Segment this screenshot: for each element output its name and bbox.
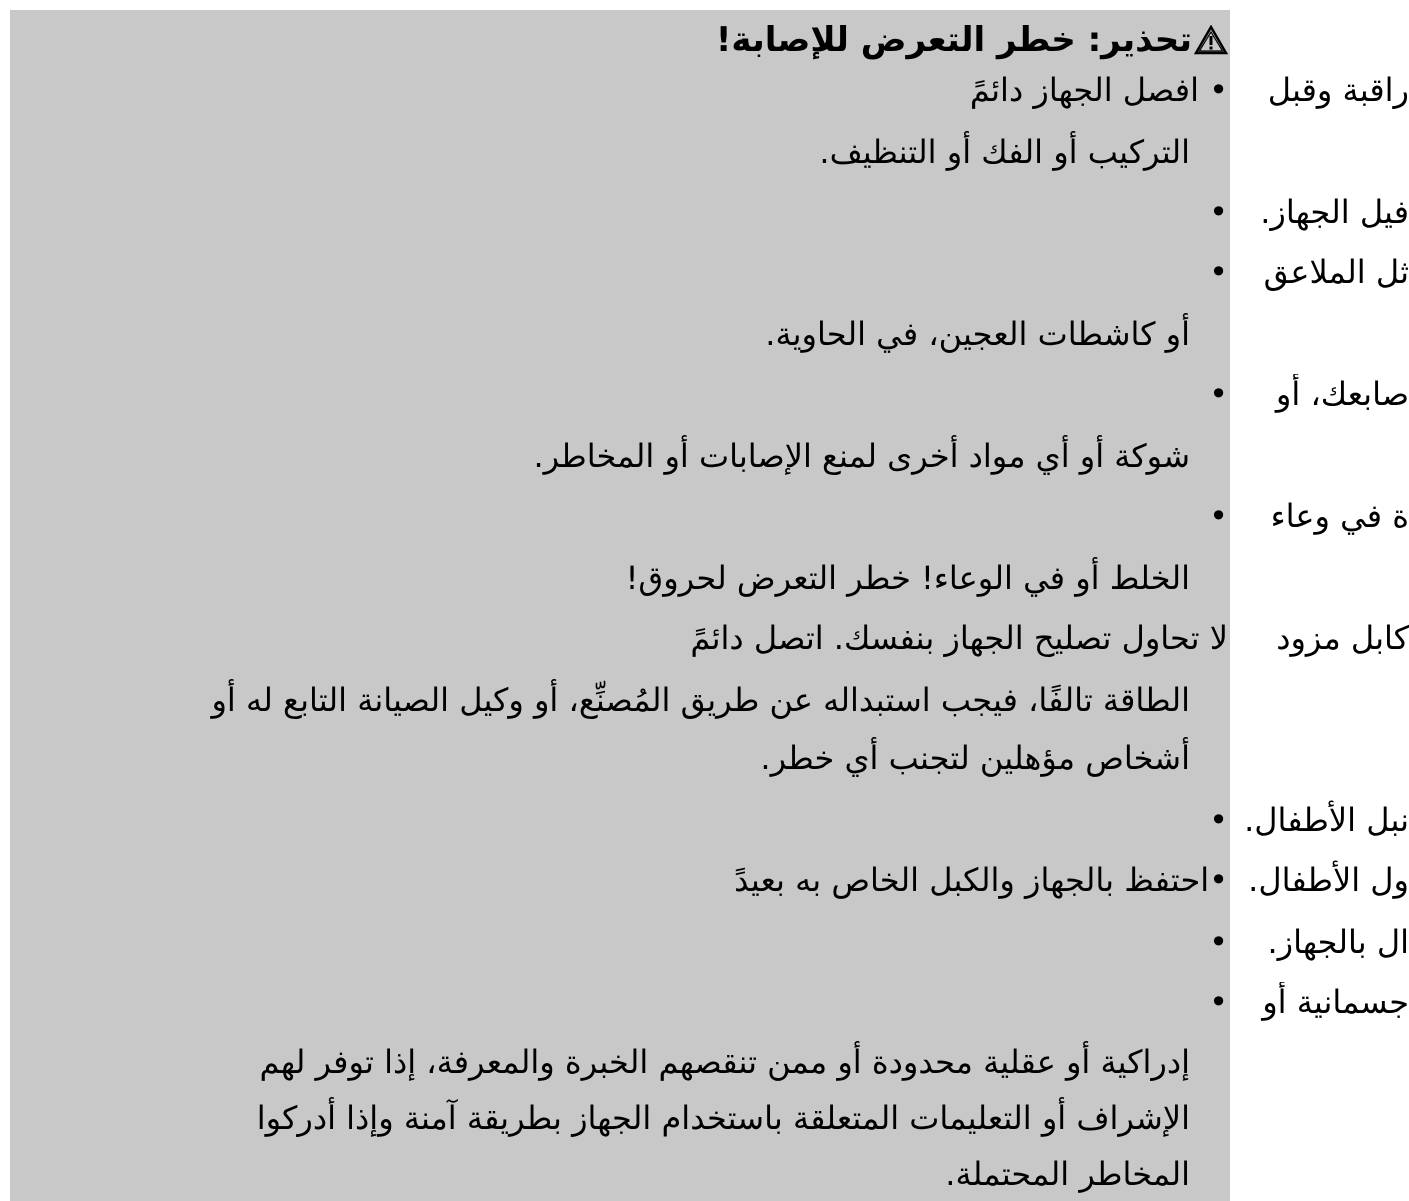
warning-title-text: تحذير: خطر التعرض للإصابة!	[715, 20, 1192, 60]
clipped-text: راقبة وقبل	[1267, 71, 1409, 109]
bullet: •	[1209, 801, 1228, 839]
text-line: أو كاشطات العجين، في الحاوية.	[765, 315, 1190, 353]
bullet: •	[1209, 375, 1228, 413]
clipped-text: نبل الأطفال.	[1244, 801, 1409, 839]
text-line: إدراكية أو عقلية محدودة أو ممن تنقصهم الخبرة والمعرفة، إذا توفر لهم	[259, 1043, 1190, 1081]
text-line: شوكة أو أي مواد أخرى لمنع الإصابات أو المخاطر.	[533, 437, 1190, 475]
clipped-text: ول الأطفال.	[1248, 861, 1409, 899]
warning-title	[716, 18, 1228, 62]
bullet: •	[1209, 983, 1228, 1021]
clipped-text: فيل الجهاز.	[1260, 193, 1409, 231]
clipped-text: جسمانية أو	[1262, 983, 1409, 1021]
text-line: أشخاص مؤهلين لتجنب أي خطر.	[760, 739, 1190, 777]
text-line: الطاقة تالفًا، فيجب استبداله عن طريق المُصنِّع، أو وكيل الصيانة التابع له أو	[211, 681, 1190, 719]
bullet: •	[1209, 923, 1228, 961]
text-line: الخلط أو في الوعاء! خطر التعرض لحروق!	[625, 559, 1190, 597]
warning-panel	[10, 10, 1230, 1201]
clipped-text: صابعك، أو	[1275, 375, 1409, 413]
bullet: •	[1209, 497, 1228, 535]
text-line: التركيب أو الفك أو التنظيف.	[819, 133, 1190, 171]
warning-triangle-icon	[1194, 25, 1228, 55]
text-line: •احتفظ بالجهاز والكبل الخاص به بعيدً	[734, 861, 1228, 899]
clipped-text: ثل الملاعق	[1263, 253, 1409, 291]
clipped-text: ال بالجهاز.	[1267, 923, 1409, 961]
bullet: •	[1209, 193, 1228, 231]
text-line: المخاطر المحتملة.	[945, 1155, 1190, 1193]
clipped-text: ة في وعاء	[1270, 497, 1409, 535]
text-line: لا تحاول تصليح الجهاز بنفسك. اتصل دائمً	[690, 619, 1228, 657]
bullet: •	[1209, 253, 1228, 291]
text-line: الإشراف أو التعليمات المتعلقة باستخدام الجهاز بطريقة آمنة وإذا أدركوا	[256, 1099, 1190, 1137]
text-line: • افصل الجهاز دائمً	[969, 71, 1228, 109]
clipped-text: كابل مزود	[1276, 619, 1409, 657]
